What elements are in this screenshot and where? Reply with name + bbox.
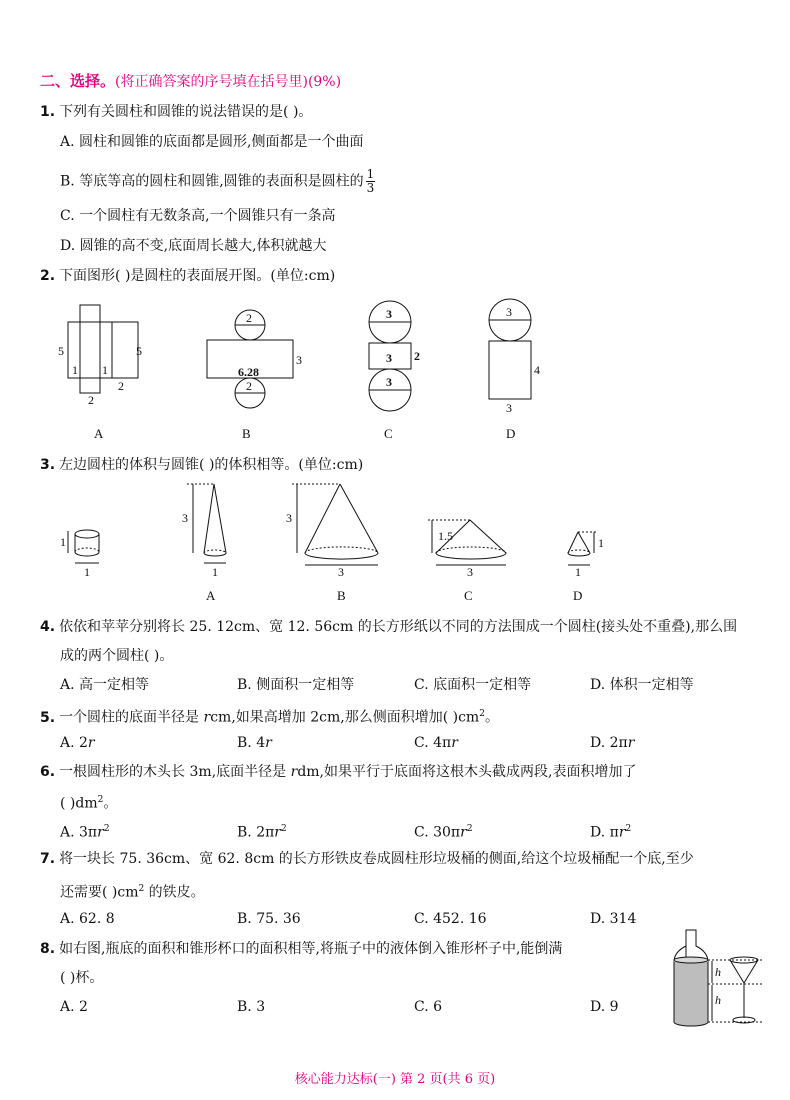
q3b-diam: 3 <box>338 565 344 579</box>
page-footer: 核心能力达标(一) 第 2 页(共 6 页) <box>294 1072 496 1087</box>
question-8-cont: ( )杯。 <box>60 970 104 986</box>
q2c-dim-height: 2 <box>414 349 420 363</box>
superscript: 2 <box>97 795 104 805</box>
question-number: 6. <box>40 764 56 780</box>
q3-cyl-height: 1 <box>60 535 66 549</box>
option-text: C. 4π <box>414 735 452 751</box>
q3c-diam: 3 <box>467 565 473 579</box>
q3-label-c: C <box>464 588 473 603</box>
option-text: D. π <box>590 824 619 841</box>
option-text: B. 4 <box>237 735 266 751</box>
question-stem-part: dm,如果平行于底面将这根木头截成两段,表面积增加了 <box>297 764 637 780</box>
q2c-dim-bottom: 3 <box>386 375 392 389</box>
q3b-height: 3 <box>286 511 292 525</box>
variable-r: r <box>203 709 211 726</box>
variable-r: r <box>274 824 281 841</box>
q1-option-d: D. 圆锥的高不变,底面周长越大,体积就越大 <box>60 238 327 254</box>
fraction-denominator: 3 <box>366 181 375 195</box>
q2c-dim-mid: 3 <box>386 351 392 365</box>
q2-label-c: C <box>384 426 393 441</box>
superscript: 2 <box>103 824 110 834</box>
variable-r: r <box>627 735 635 751</box>
q1-option-c: C. 一个圆柱有无数条高,一个圆锥只有一条高 <box>60 208 336 224</box>
q8-label-h1: h <box>715 965 721 979</box>
q2b-dim-bottom: 2 <box>246 379 252 393</box>
q1-option-a: A. 圆柱和圆锥的底面都是圆形,侧面都是一个曲面 <box>60 134 364 150</box>
question-stem: 如右图,瓶底的面积和锥形杯口的面积相等,将瓶子中的液体倒入锥形杯子中,能倒满 <box>59 941 563 957</box>
question-stem-part: 一根圆柱形的木头长 3m,底面半径是 <box>59 764 291 780</box>
q4-option-c: C. 底面积一定相等 <box>414 677 532 693</box>
q2a-dim-2: 1 <box>72 363 78 377</box>
question-stem-part: 。 <box>484 709 499 726</box>
fraction-numerator: 1 <box>366 167 375 181</box>
superscript: 2 <box>138 884 145 894</box>
q3-cyl-diam: 1 <box>84 565 90 579</box>
q2d-dim-top: 3 <box>506 305 512 319</box>
option-text: A. 2 <box>60 735 88 751</box>
question-stem-part: 还需要( )cm <box>60 884 139 901</box>
question-stem-part: 。 <box>103 795 118 812</box>
section-instruction: (将正确答案的序号填在括号里)(9%) <box>115 74 342 90</box>
variable-r: r <box>290 764 298 780</box>
question-number: 5. <box>40 709 56 726</box>
q2b-dim-length: 6.28 <box>238 365 259 379</box>
q4-option-b: B. 侧面积一定相等 <box>237 677 355 693</box>
q2b-dim-top: 2 <box>246 311 252 325</box>
variable-r: r <box>87 735 95 751</box>
question-stem-part: 的铁皮。 <box>144 884 205 901</box>
superscript: 2 <box>466 824 473 834</box>
question-number: 3. <box>40 457 56 473</box>
q4-option-a: A. 高一定相等 <box>60 677 150 693</box>
q3c-height: 1.5 <box>438 529 453 543</box>
q8-option-c: C. 6 <box>414 999 443 1015</box>
question-stem-part: cm,如果高增加 2cm,那么侧面积增加( )cm <box>210 709 480 726</box>
question-stem: 下面图形( )是圆柱的表面展开图。(单位:cm) <box>59 268 336 284</box>
q2b-dim-height: 3 <box>296 353 302 367</box>
q1-option-b-text: B. 等底等高的圆柱和圆锥,圆锥的表面积是圆柱的 <box>60 173 364 190</box>
q7-option-d: D. 314 <box>590 911 637 927</box>
q8-option-d: D. 9 <box>590 999 619 1015</box>
q7-option-c: C. 452. 16 <box>414 911 487 927</box>
question-stem: 下列有关圆柱和圆锥的说法错误的是( )。 <box>59 104 313 120</box>
section-heading: 二、选择。 <box>40 72 116 90</box>
question-stem: 左边圆柱的体积与圆锥( )的体积相等。(单位:cm) <box>59 457 364 473</box>
option-text: B. 2π <box>237 824 275 841</box>
q3-label-d: D <box>573 588 583 603</box>
question-number: 8. <box>40 941 56 957</box>
option-text: D. 2π <box>590 735 628 751</box>
q2a-dim-1: 5 <box>58 344 64 358</box>
q2-label-b: B <box>242 426 251 441</box>
q2-label-a: A <box>94 426 104 441</box>
question-number: 4. <box>40 619 56 635</box>
q8-option-a: A. 2 <box>60 999 88 1015</box>
q2c-dim-top: 3 <box>386 307 392 321</box>
question-number: 2. <box>40 268 56 284</box>
option-text: A. 3π <box>60 824 98 841</box>
question-stem-part: ( )dm <box>60 795 98 812</box>
superscript: 2 <box>281 824 287 834</box>
superscript: 2 <box>479 709 485 719</box>
q3d-diam: 1 <box>575 565 581 579</box>
q2d-dim-width: 3 <box>506 401 512 415</box>
q2a-dim-6: 2 <box>88 393 94 407</box>
q3a-height: 3 <box>182 511 188 525</box>
option-text: C. 30π <box>414 824 461 841</box>
q7-option-b: B. 75. 36 <box>237 911 301 927</box>
q3a-diam: 1 <box>212 565 218 579</box>
q3-label-b: B <box>337 588 346 603</box>
question-number: 7. <box>40 851 56 867</box>
q7-option-a: A. 62. 8 <box>60 911 115 927</box>
question-stem: 依依和苹苹分别将长 25. 12cm、宽 12. 56cm 的长方形纸以不同的方法围成一个圆柱(接头处不重叠),那么围 <box>59 619 738 635</box>
variable-r: r <box>265 735 272 751</box>
q3d-height: 1 <box>598 536 604 550</box>
q2a-dim-5: 2 <box>118 379 124 393</box>
superscript: 2 <box>625 824 632 834</box>
variable-r: r <box>618 824 626 841</box>
question-stem-part: 一个圆柱的底面半径是 <box>59 709 204 726</box>
q2a-dim-4: 1 <box>102 363 108 377</box>
q4-option-d: D. 体积一定相等 <box>590 677 694 693</box>
bottle-icon <box>674 930 708 1026</box>
q8-label-h2: h <box>715 993 721 1007</box>
q3-label-a: A <box>206 588 216 603</box>
q2d-dim-height: 4 <box>534 363 540 377</box>
variable-r: r <box>451 735 458 751</box>
variable-r: r <box>460 824 467 841</box>
q2-label-d: D <box>506 426 516 441</box>
question-4-cont: 成的两个圆柱( )。 <box>60 648 174 664</box>
q8-option-b: B. 3 <box>237 999 266 1015</box>
question-stem: 将一块长 75. 36cm、宽 62. 8cm 的长方形铁皮卷成圆柱形垃圾桶的侧面,给这个垃圾桶配一个底,至少 <box>59 851 694 867</box>
variable-r: r <box>97 824 104 841</box>
q2a-dim-3: 5 <box>136 344 142 358</box>
question-number: 1. <box>40 104 56 120</box>
